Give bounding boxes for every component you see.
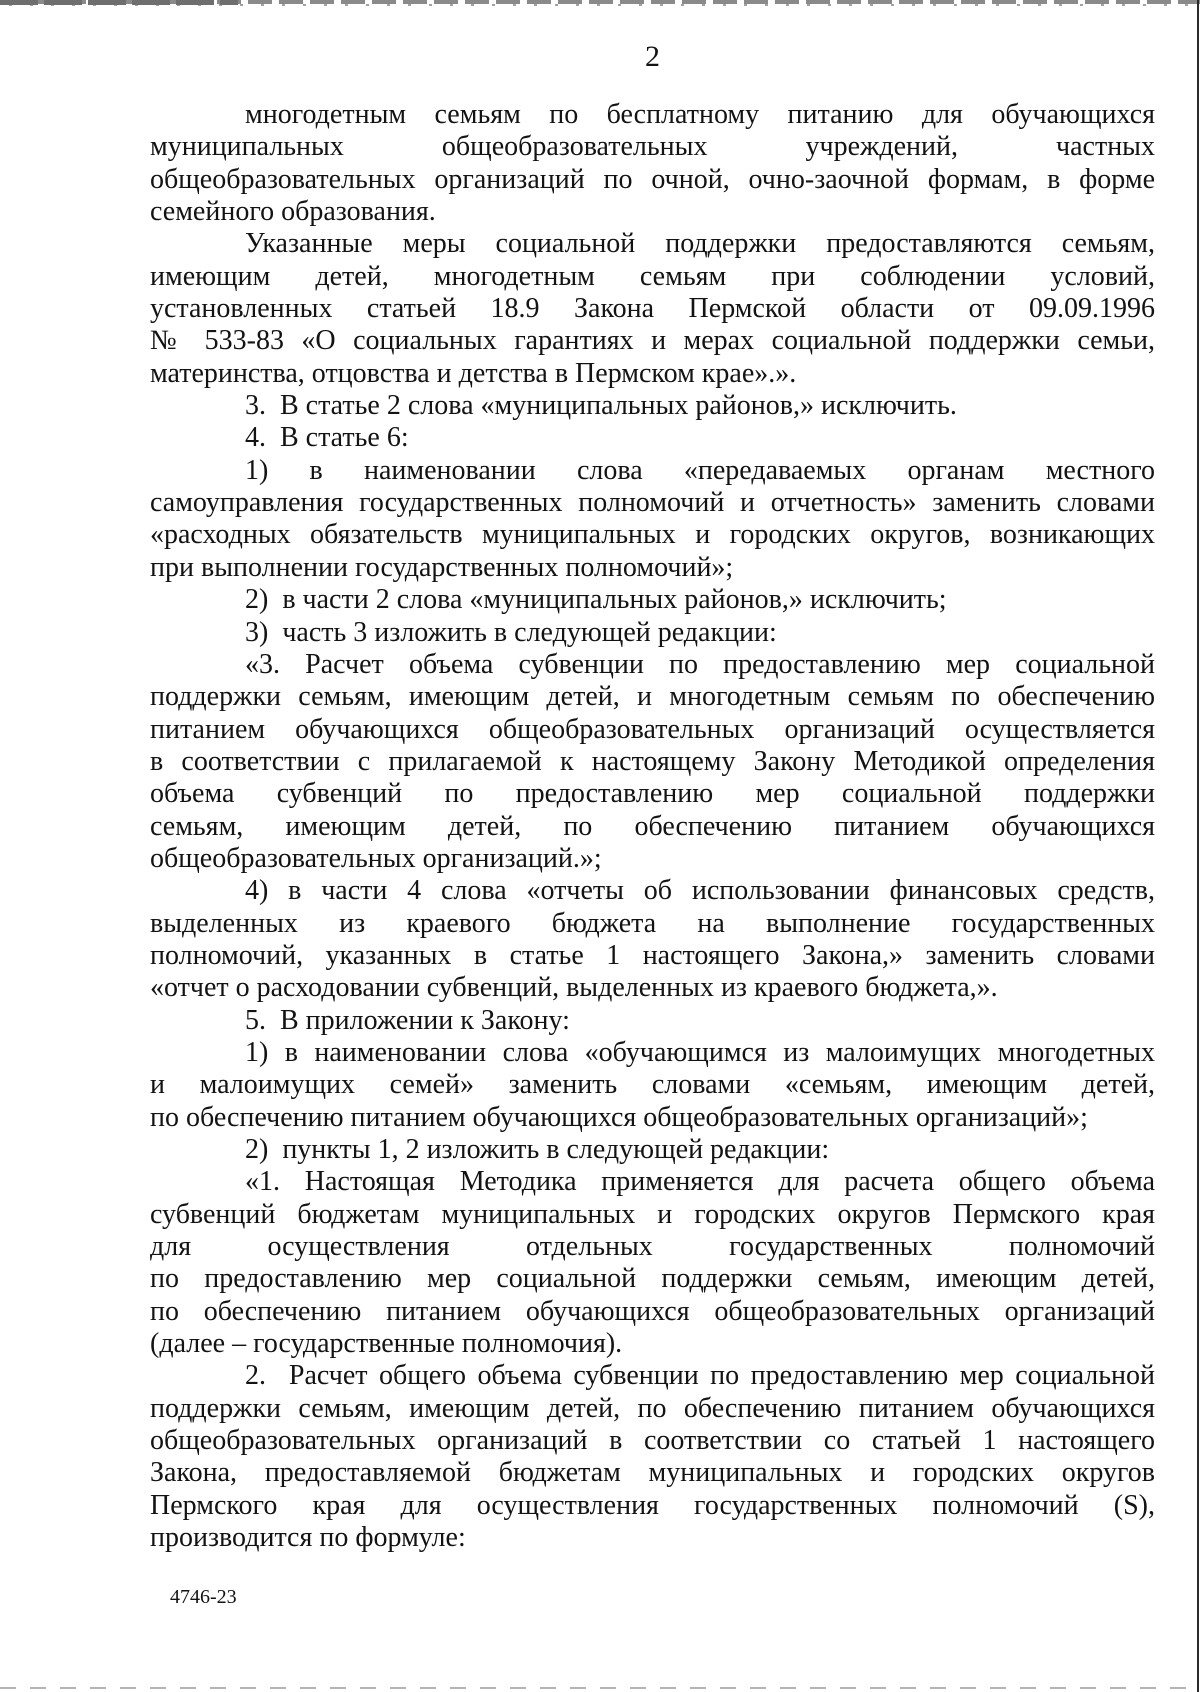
text-line: Закона, предоставляемой бюджетам муниципальных и городских округов <box>150 1457 1155 1489</box>
scan-artifact-top-left <box>0 0 238 5</box>
text-line: муниципальных общеобразовательных учреждений, частных <box>150 131 1155 163</box>
text-line: 2. Расчет общего объема субвенции по предоставлению мер социальной <box>245 1360 1155 1392</box>
page-number: 2 <box>645 40 660 73</box>
text-line: 5. В приложении к Закону: <box>245 1004 570 1036</box>
text-line: 3. В статье 2 слова «муниципальных районов,» исключить. <box>245 390 957 422</box>
text-line: 2) пункты 1, 2 изложить в следующей редакции: <box>245 1134 830 1165</box>
text-line: 4. В статье 6: <box>245 422 409 454</box>
text-line: «отчет о расходовании субвенций, выделенных из краевого бюджета,». <box>150 972 998 1004</box>
text-line: «1. Настоящая Методика применяется для расчета общего объема <box>245 1166 1155 1198</box>
text-line: в соответствии с прилагаемой к настоящему Закону Методикой определения <box>150 745 1155 777</box>
text-line: полномочий, указанных в статье 1 настоящего Закона,» заменить словами <box>150 939 1155 971</box>
text-line: самоуправления государственных полномочий и отчетность» заменить словами <box>150 487 1155 519</box>
text-line: 1) в наименовании слова «передаваемых органам местного <box>245 454 1155 486</box>
text-line: поддержки семьям, имеющим детей, по обеспечению питанием обучающихся <box>150 1392 1155 1424</box>
text-line: объема субвенций по предоставлению мер социальной поддержки <box>150 778 1155 810</box>
text-line: 4) в части 4 слова «отчеты об использовании финансовых средств, <box>245 875 1155 907</box>
text-line: 3) часть 3 изложить в следующей редакции: <box>245 616 777 648</box>
text-line: № 533-83 «О социальных гарантиях и мерах социальной поддержки семьи, <box>150 325 1155 357</box>
document-number: 4746-23 <box>170 1586 237 1608</box>
text-line: установленных статьей 18.9 Закона Пермской области от 09.09.1996 <box>150 293 1155 325</box>
text-line: по предоставлению мер социальной поддержки семьям, имеющим детей, <box>150 1263 1155 1295</box>
text-line: поддержки семьям, имеющим детей, и многодетным семьям по обеспечению <box>150 681 1155 713</box>
text-line: для осуществления отдельных государственных полномочий <box>150 1231 1155 1263</box>
text-line: имеющим детей, многодетным семьям при соблюдении условий, <box>150 260 1155 292</box>
text-line: (далее – государственные полномочия). <box>150 1328 623 1360</box>
text-line: 1) в наименовании слова «обучающимся из малоимущих многодетных <box>245 1036 1155 1068</box>
text-line: материнства, отцовства и детства в Пермском крае».». <box>150 357 797 389</box>
text-line: выделенных из краевого бюджета на выполнение государственных <box>150 907 1155 939</box>
text-line: семьям, имеющим детей, по обеспечению питанием обучающихся <box>150 810 1155 842</box>
scan-artifact-bottom-edge <box>0 1687 1200 1689</box>
text-line: семейного образования. <box>150 196 436 228</box>
text-line: Указанные меры социальной поддержки предоставляются семьям, <box>245 228 1155 260</box>
text-line: и малоимущих семей» заменить словами «семьям, имеющим детей, <box>150 1069 1155 1101</box>
text-line: общеобразовательных организаций.»; <box>150 842 602 874</box>
text-line: многодетным семьям по бесплатному питанию для обучающихся <box>245 99 1155 130</box>
text-line: «3. Расчет объема субвенции по предоставлению мер социальной <box>245 648 1155 680</box>
text-line: по обеспечению питанием обучающихся общеобразовательных организаций <box>150 1295 1155 1327</box>
text-line: питанием обучающихся общеобразовательных организаций осуществляется <box>150 713 1155 745</box>
text-line: субвенций бюджетам муниципальных и городских округов Пермского края <box>150 1198 1155 1230</box>
text-line: по обеспечению питанием обучающихся общеобразовательных организаций»; <box>150 1101 1088 1133</box>
text-line: «расходных обязательств муниципальных и городских округов, возникающих <box>150 519 1155 551</box>
scan-artifact-right-edge <box>1197 0 1199 1692</box>
text-line: общеобразовательных организаций в соответствии со статьей 1 настоящего <box>150 1425 1155 1457</box>
document-body <box>150 99 1155 1554</box>
text-line: 2) в части 2 слова «муниципальных районов,» исключить; <box>245 584 947 616</box>
text-line: при выполнении государственных полномочий»; <box>150 551 734 583</box>
text-line: общеобразовательных организаций по очной, очно-заочной формам, в форме <box>150 163 1155 195</box>
text-line: производится по формуле: <box>150 1522 466 1554</box>
text-line: Пермского края для осуществления государственных полномочий (S), <box>150 1489 1155 1521</box>
